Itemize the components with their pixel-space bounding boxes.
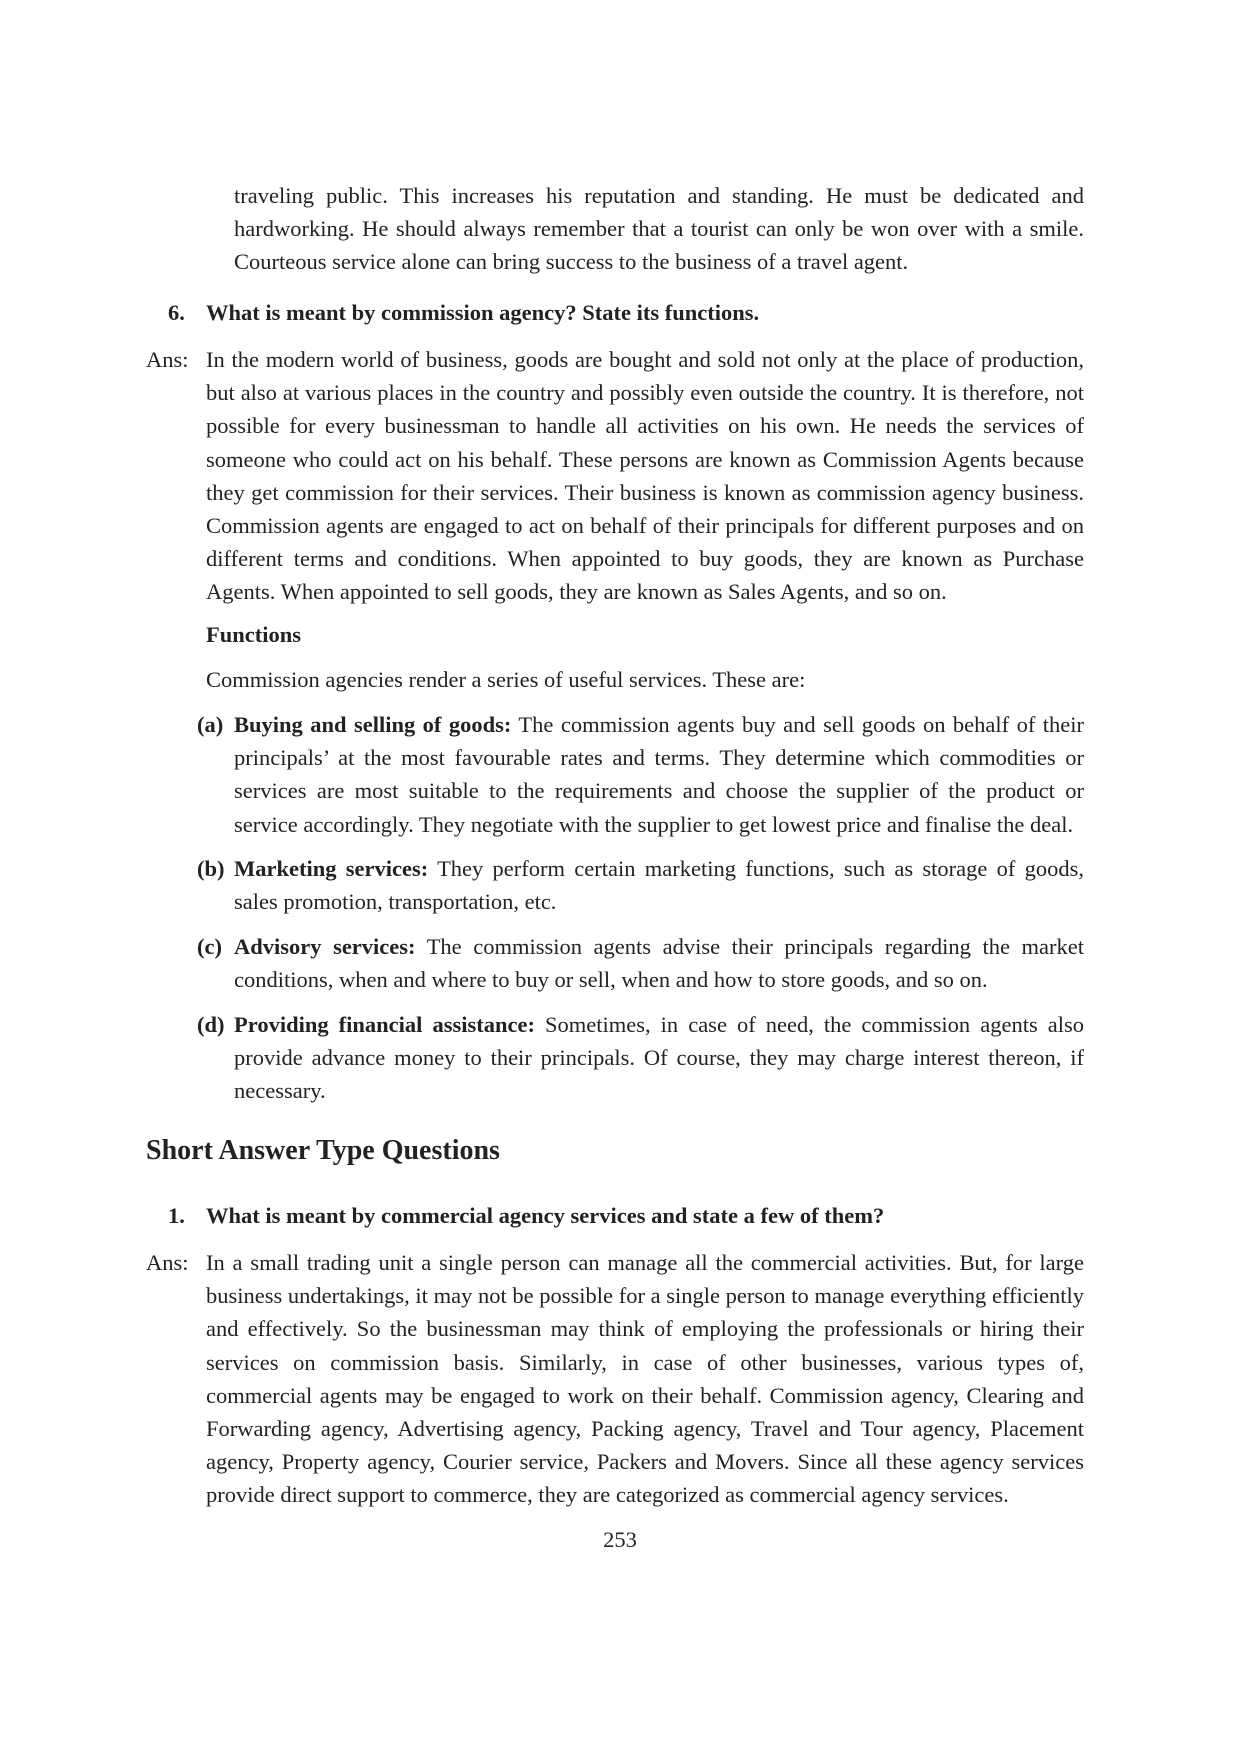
list-item	[234, 930, 1084, 996]
answer-paragraph: In the modern world of business, goods are bought and sold not only at the place of production, but also at various places in the country and possibly even outside the country. It is therefore, not possible for every businessman to handle all activities on his own. He needs the services of someone who could act on his behalf. These persons are known as Commission Agents because they get commission for their services. Their business is known as commission agency business. Commission agents are engaged to act on behalf of their principals for different purposes and on different terms and conditions. When appointed to buy goods, they are known as Purchase Agents. When appointed to sell goods, they are known as Sales Agents, and so on.	[206, 347, 1084, 605]
functions-intro: Commission agencies render a series of useful services. These are:	[206, 667, 806, 692]
item-label: (c)	[197, 934, 222, 959]
item-title: Marketing services:	[234, 856, 429, 881]
question-text: What is meant by commission agency? State its functions.	[206, 300, 760, 325]
answer-label: Ans:	[146, 1250, 189, 1275]
item-text: The commission agents buy and sell goods on behalf of their principals’ at the most favourable rates and terms. They determine which commodities or services are most suitable to the requirements and choose the supplier of the product or service accordingly. They negotiate with the supplier to get lowest price and finalise the deal.	[234, 712, 1084, 837]
item-title: Advisory services:	[234, 934, 416, 959]
item-title: Buying and selling of goods:	[234, 712, 512, 737]
answer-label: Ans:	[146, 347, 189, 372]
list-item	[234, 708, 1084, 841]
answer-paragraph: In a small trading unit a single person can manage all the commercial activities. But, for large business undertakings, it may not be possible for a single person to manage everything efficiently and effectively. So the businessman may think of employing the professionals or hiring their services on commission basis. Similarly, in case of other businesses, various types of, commercial agents may be engaged to work on their behalf. Commission agency, Clearing and Forwarding agency, Advertising agency, Packing agency, Travel and Tour agency, Placement agency, Property agency, Courier service, Packers and Movers. Since all these agency services provide direct support to commerce, they are categorized as commercial agency services.	[206, 1250, 1084, 1508]
item-text: The commission agents advise their principals regarding the market conditions, when and where to buy or sell, when and how to store goods, and so on.	[234, 934, 1084, 993]
page-number: 253	[603, 1527, 637, 1552]
item-text: Sometimes, in case of need, the commission agents also provide advance money to their principals. Of course, they may charge interest thereon, if necessary.	[234, 1012, 1084, 1104]
item-label: (b)	[197, 856, 225, 881]
list-item	[234, 1008, 1084, 1108]
question-text: What is meant by commercial agency services and state a few of them?	[206, 1203, 885, 1228]
section-heading: Short Answer Type Questions	[146, 1135, 500, 1166]
item-label: (d)	[197, 1012, 225, 1037]
continuation-paragraph: traveling public. This increases his reputation and standing. He must be dedicated and hardworking. He should always remember that a tourist can only be won over with a smile. Courteous service alone can bring success to the business of a travel agent.	[234, 183, 1084, 275]
question-number: 1.	[168, 1203, 185, 1228]
item-title: Providing financial assistance:	[234, 1012, 535, 1037]
list-item	[234, 852, 1084, 918]
item-label: (a)	[197, 712, 224, 737]
item-text: They perform certain marketing functions, such as storage of goods, sales promotion, transportation, etc.	[234, 856, 1084, 915]
functions-heading: Functions	[206, 622, 302, 647]
question-number: 6.	[168, 300, 185, 325]
